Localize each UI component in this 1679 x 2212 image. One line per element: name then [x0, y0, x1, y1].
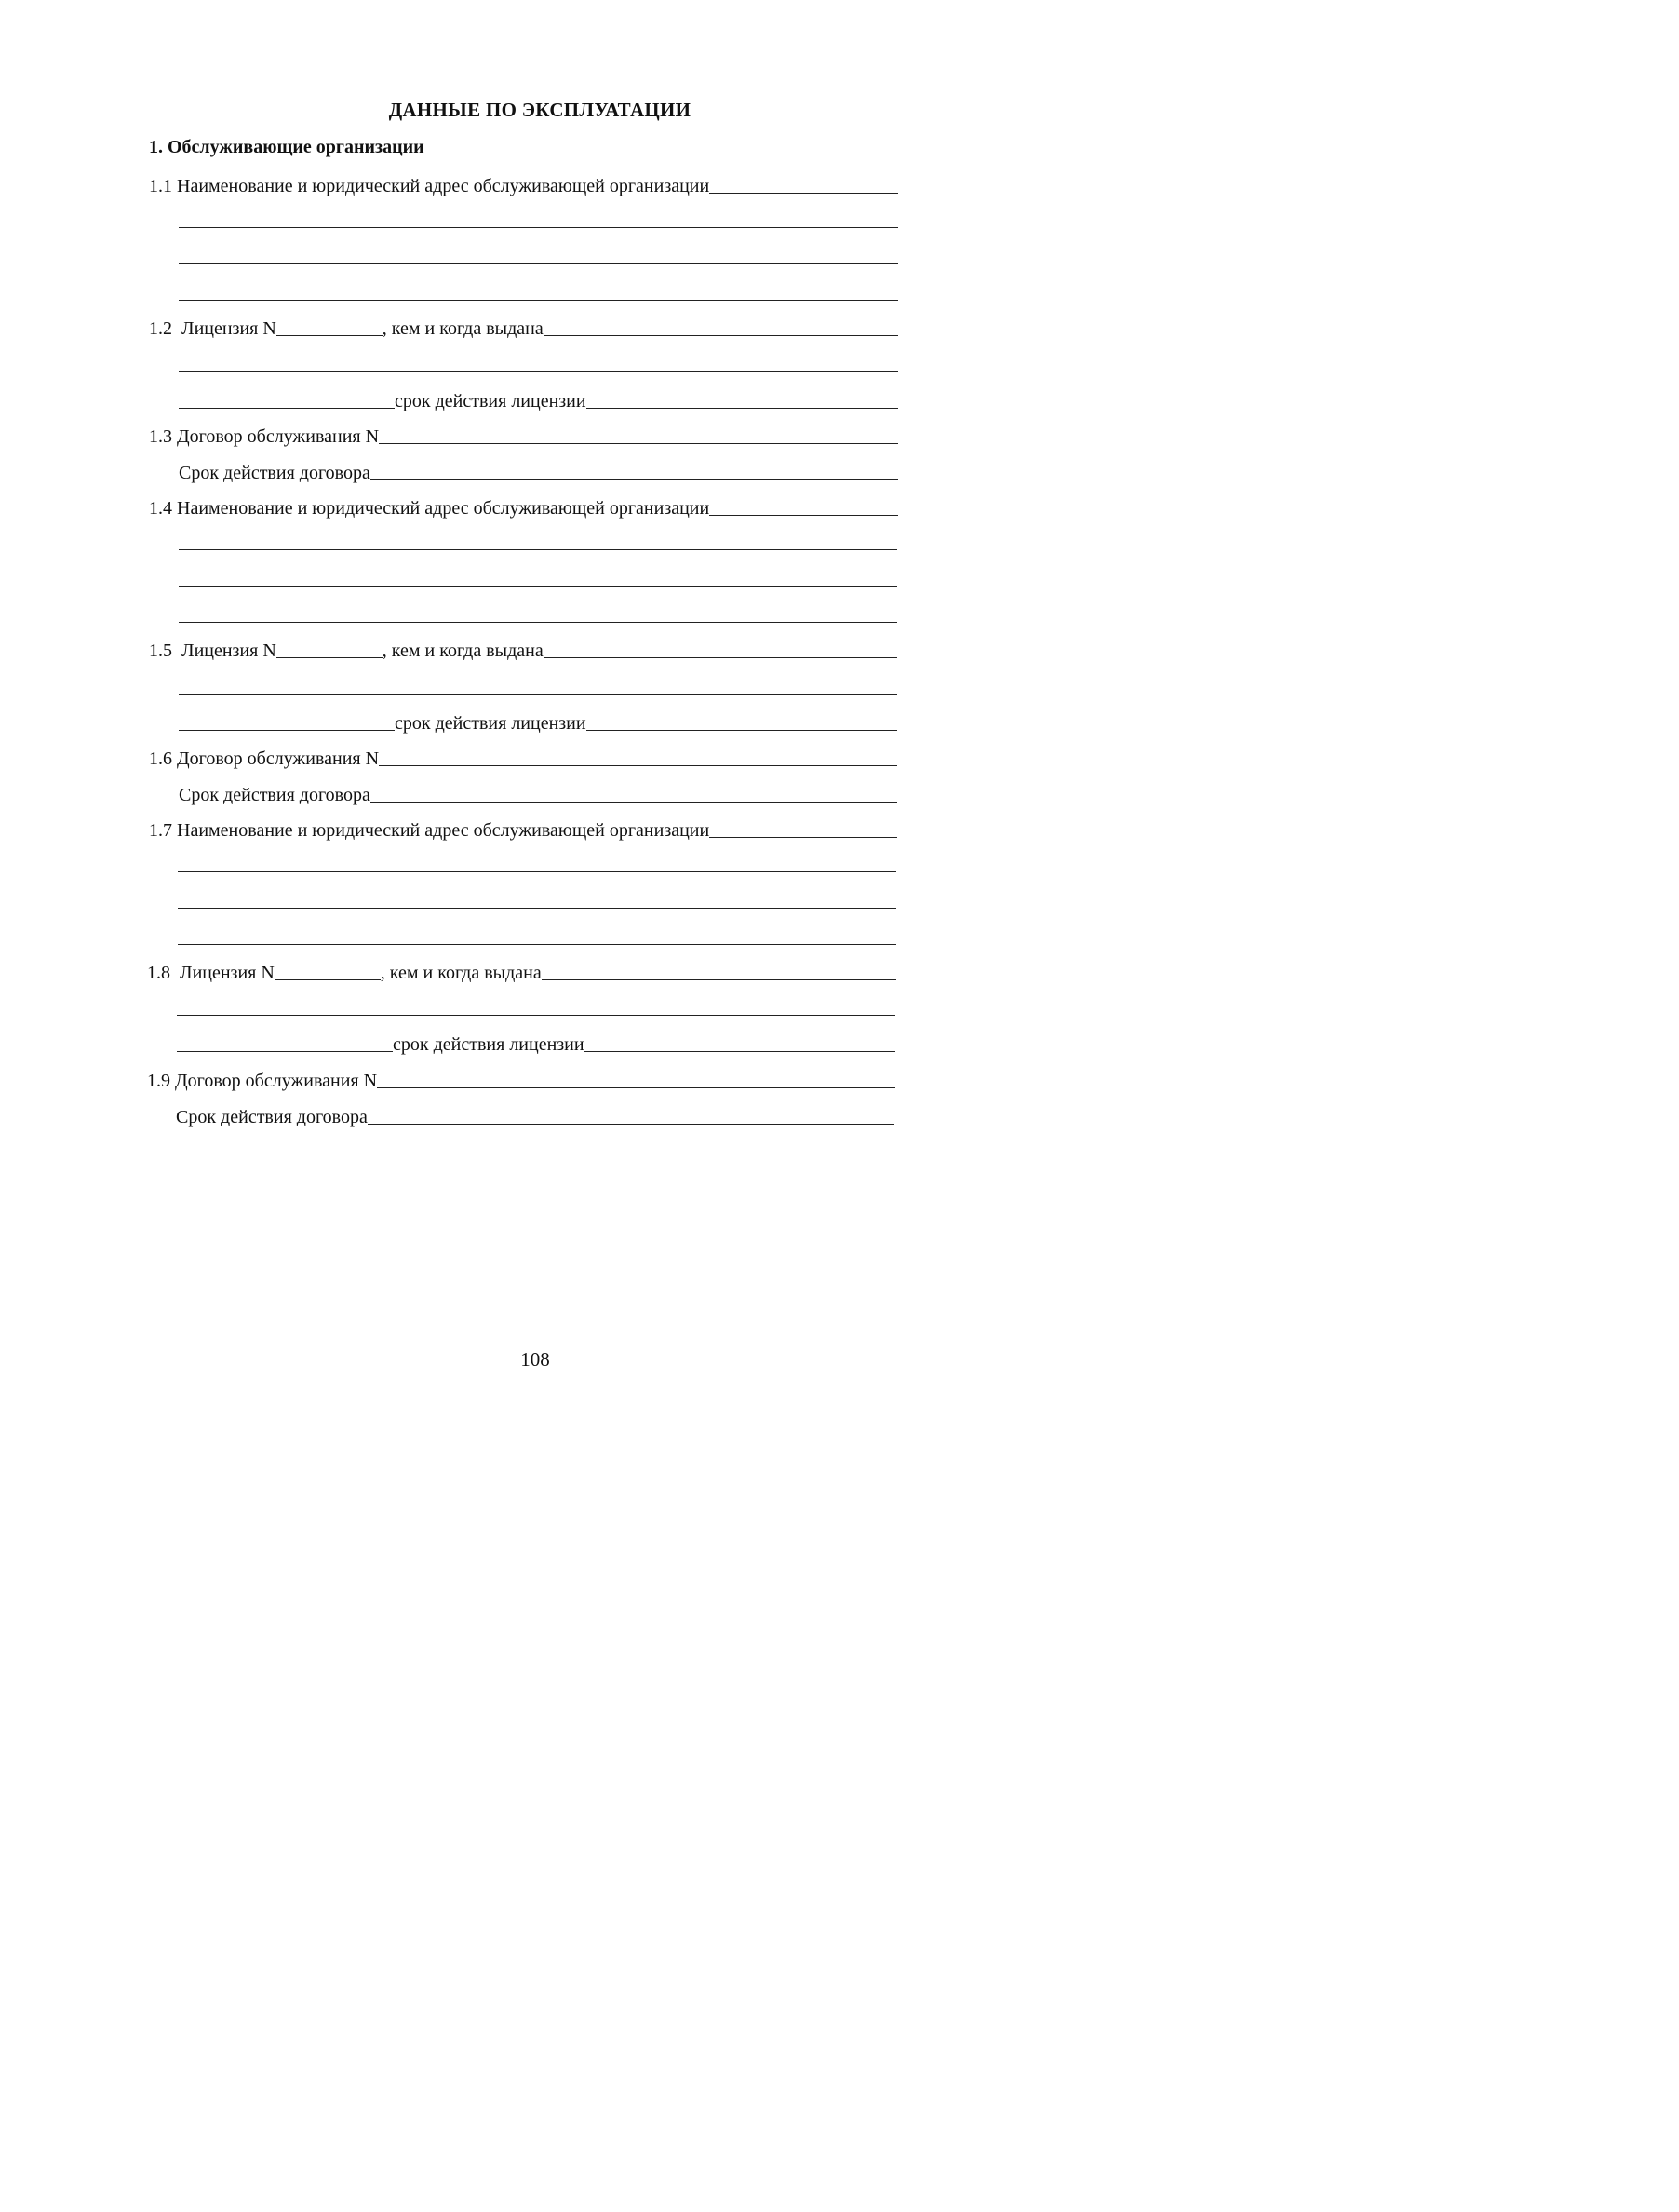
license-number-field[interactable]	[276, 315, 383, 336]
license-validity-row	[177, 1028, 895, 1056]
item-1-7-row	[149, 814, 897, 842]
license-validity-label: срок действия лицензии	[393, 1034, 584, 1055]
contract-term-field[interactable]	[370, 459, 898, 480]
item-1-9-row	[147, 1064, 895, 1092]
org-name-address-line-3[interactable]	[179, 300, 898, 301]
org-name-address-label: Наименование и юридический адрес обслуживающей организации	[177, 498, 710, 519]
license-validity-label: срок действия лицензии	[395, 713, 586, 734]
org-name-address-line-2[interactable]	[179, 586, 897, 587]
item-number: 1.7	[149, 820, 172, 841]
org-name-address-line-1[interactable]	[178, 871, 896, 872]
contract-term-field[interactable]	[370, 781, 897, 803]
license-issued-label: , кем и когда выдана	[382, 641, 544, 661]
license-number-field[interactable]	[275, 959, 381, 980]
license-validity-field[interactable]	[586, 709, 897, 731]
license-issued-line[interactable]	[179, 371, 898, 372]
page-number: 108	[520, 1348, 550, 1370]
item-number: 1.8	[147, 963, 170, 983]
license-issued-field[interactable]	[542, 959, 896, 980]
item-1-8-row	[147, 956, 896, 984]
item-1-5-row	[149, 634, 897, 662]
item-number: 1.2	[149, 318, 172, 339]
org-name-address-field[interactable]	[709, 172, 898, 194]
item-1-4-row	[149, 492, 898, 519]
item-number: 1.1	[149, 176, 172, 196]
license-issued-field[interactable]	[544, 315, 898, 336]
org-name-address-label: Наименование и юридический адрес обслуживающей организации	[177, 176, 710, 196]
org-name-address-line-3[interactable]	[179, 622, 897, 623]
org-name-address-line-1[interactable]	[179, 549, 897, 550]
license-validity-row	[179, 384, 898, 412]
item-number: 1.5	[149, 641, 172, 661]
license-issued-line[interactable]	[177, 1015, 895, 1016]
license-validity-prefix-field[interactable]	[177, 1031, 393, 1052]
license-validity-prefix-field[interactable]	[179, 709, 395, 731]
license-label: Лицензия N	[180, 963, 275, 983]
license-number-field[interactable]	[276, 637, 383, 658]
license-issued-line[interactable]	[179, 694, 897, 695]
org-name-address-line-2[interactable]	[179, 263, 898, 264]
license-issued-field[interactable]	[544, 637, 897, 658]
org-name-address-field[interactable]	[709, 494, 898, 516]
item-1-1-row	[149, 169, 898, 197]
contract-term-label: Срок действия договора	[176, 1107, 368, 1127]
license-label: Лицензия N	[181, 641, 276, 661]
org-name-address-line-2[interactable]	[178, 908, 896, 909]
item-number: 1.3	[149, 426, 172, 447]
contract-term-label: Срок действия договора	[179, 463, 370, 483]
section-heading: 1. Обслуживающие организации	[149, 137, 424, 157]
org-name-address-field[interactable]	[709, 816, 897, 838]
contract-number-field[interactable]	[379, 423, 898, 444]
contract-number-field[interactable]	[377, 1067, 895, 1088]
license-label: Лицензия N	[181, 318, 276, 339]
contract-label: Договор обслуживания N	[177, 749, 380, 769]
item-number: 1.9	[147, 1071, 170, 1091]
license-validity-prefix-field[interactable]	[179, 387, 395, 409]
item-1-2-row	[149, 312, 898, 340]
license-validity-field[interactable]	[584, 1031, 895, 1052]
item-1-3-row	[149, 420, 898, 448]
license-validity-label: срок действия лицензии	[395, 391, 586, 411]
org-name-address-line-1[interactable]	[179, 227, 898, 228]
org-name-address-label: Наименование и юридический адрес обслуживающей организации	[177, 820, 710, 841]
license-validity-row	[179, 707, 897, 735]
contract-term-row	[176, 1100, 894, 1128]
item-number: 1.4	[149, 498, 172, 519]
org-name-address-line-3[interactable]	[178, 944, 896, 945]
license-validity-field[interactable]	[586, 387, 898, 409]
contract-term-label: Срок действия договора	[179, 785, 370, 805]
contract-number-field[interactable]	[379, 745, 897, 766]
item-1-6-row	[149, 742, 897, 770]
document-title: ДАННЫЕ ПО ЭКСПЛУАТАЦИИ	[388, 99, 692, 121]
contract-label: Договор обслуживания N	[177, 426, 380, 447]
contract-term-field[interactable]	[368, 1103, 894, 1125]
contract-label: Договор обслуживания N	[175, 1071, 378, 1091]
license-issued-label: , кем и когда выдана	[382, 318, 544, 339]
license-issued-label: , кем и когда выдана	[380, 963, 542, 983]
item-number: 1.6	[149, 749, 172, 769]
contract-term-row	[179, 778, 897, 806]
document-page	[0, 0, 1117, 1471]
contract-term-row	[179, 456, 898, 484]
